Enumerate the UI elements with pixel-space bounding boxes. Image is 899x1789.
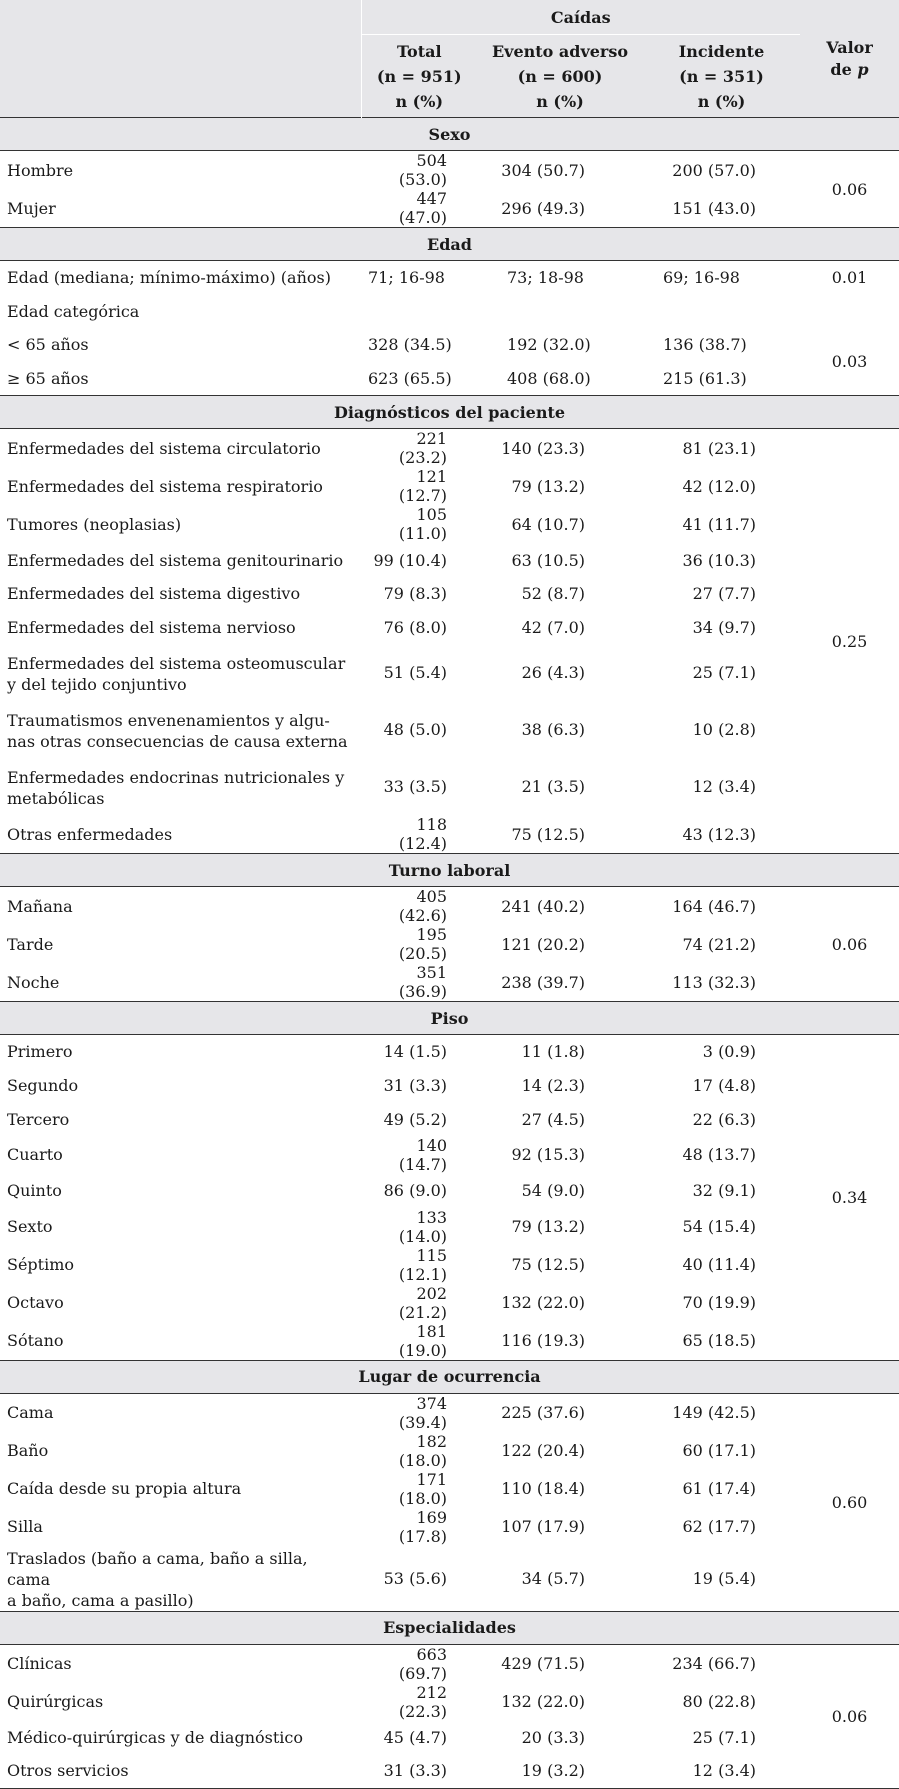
header-caidas: Caídas xyxy=(361,0,800,35)
header-blank xyxy=(0,0,361,35)
table-row: Octavo 202 (21.2) 132 (22.0) 70 (19.9) xyxy=(7,1283,756,1322)
table-row: Edad categórica xyxy=(7,301,140,321)
table-row: Médico-quirúrgicas y de diagnóstico 45 (4.7) 20 (3.3) 25 (7.1) xyxy=(7,1727,756,1747)
table-row: Enfermedades del sistema osteomuscular y del tejido conjuntivo 51 (5.4) 26 (4.3) 25 (7.1) xyxy=(7,653,756,694)
table-row: Cama 374 (39.4) 225 (37.6) 149 (42.5) 0.60 xyxy=(0,1393,899,1432)
table-row: Otras enfermedades 118 (12.4) 75 (12.5) 43 (12.3) xyxy=(7,815,756,854)
table-row: Séptimo 115 (12.1) 75 (12.5) 40 (11.4) xyxy=(7,1245,756,1284)
table-row: Enfermedades del sistema nervioso 76 (8.0) 42 (7.0) 34 (9.7) xyxy=(7,617,756,637)
table-row: Mañana 405 (42.6) 241 (40.2) 164 (46.7) 0.06 xyxy=(0,887,899,926)
table-row: Mujer 447 (47.0) 296 (49.3) 151 (43.0) xyxy=(7,189,756,227)
table-row: Tarde 195 (20.5) 121 (20.2) 74 (21.2) xyxy=(7,925,756,964)
header-row-group xyxy=(0,0,899,35)
table-row: Tumores (neoplasias) 105 (11.0) 64 (10.7) 41 (11.7) xyxy=(7,505,756,544)
table-row: Sexto 133 (14.0) 79 (13.2) 54 (15.4) xyxy=(7,1207,756,1246)
table-row: Enfermedades del sistema genitourinario 99 (10.4) 63 (10.5) 36 (10.3) xyxy=(7,550,756,570)
table-row: Sótano 181 (19.0) 116 (19.3) 65 (18.5) xyxy=(7,1321,756,1360)
section-lugar-ocurrencia: Lugar de ocurrencia xyxy=(0,1360,899,1393)
header-total: Total (n = 951) n (%) xyxy=(376,41,462,111)
p-value: 0.06 xyxy=(831,934,868,954)
table-row: Otros servicios 31 (3.3) 19 (3.2) 12 (3.4) xyxy=(0,1754,899,1788)
header-blank-2 xyxy=(0,35,361,118)
section-turno-laboral: Turno laboral xyxy=(0,854,899,887)
table-row: Enfermedades del sistema digestivo 79 (8.3) 52 (8.7) 27 (7.7) xyxy=(7,584,756,604)
table-row: < 65 años 328 (34.5) 192 (32.0) 136 (38.7) 0.03 xyxy=(0,328,899,362)
table-row: Baño 182 (18.0) 122 (20.4) 60 (17.1) xyxy=(7,1431,756,1470)
table-row: Silla 169 (17.8) 107 (17.9) 62 (17.7) xyxy=(7,1507,756,1546)
header-row-columns xyxy=(0,35,899,118)
p-value: 0.06 xyxy=(831,179,868,199)
table-row: Primero 14 (1.5) 11 (1.8) 3 (0.9) 0.34 xyxy=(0,1035,899,1069)
table-row: Clínicas 663 (69.7) 429 (71.5) 234 (66.7) 0.06 xyxy=(0,1644,899,1683)
p-value: 0.60 xyxy=(831,1492,868,1512)
section-piso: Piso xyxy=(0,1002,899,1035)
section-sexo: Sexo xyxy=(0,118,899,151)
header-evento-adverso: Evento adverso (n = 600) n (%) xyxy=(491,41,629,111)
table-row: Cuarto 140 (14.7) 92 (15.3) 48 (13.7) xyxy=(7,1135,756,1174)
section-diagnosticos: Diagnósticos del paciente xyxy=(0,396,899,429)
table-row: Caída desde su propia altura 171 (18.0) 110 (18.4) 61 (17.4) xyxy=(7,1469,756,1508)
table-row: Traslados (baño a cama, baño a silla, cama a baño, cama a pasillo) 53 (5.6) 34 (5.7) 19 (5.4) xyxy=(7,1548,756,1610)
table-row: Enfermedades endocrinas nutricionales y metabólicas 33 (3.5) 21 (3.5) 12 (3.4) xyxy=(7,767,756,808)
table-row: Hombre 504 (53.0) 304 (50.7) 200 (57.0) 0.06 xyxy=(0,151,899,190)
p-value: 0.03 xyxy=(831,352,868,372)
table-row: Traumatismos envenenamientos y algu- nas otras consecuencias de causa externa 48 (5.0) 38 (6.3) 10 (2.8) xyxy=(7,710,756,751)
table-row: Segundo 31 (3.3) 14 (2.3) 17 (4.8) xyxy=(7,1076,756,1096)
section-edad: Edad xyxy=(0,228,899,261)
p-value: 0.25 xyxy=(831,631,868,651)
table-row: ≥ 65 años 623 (65.5) 408 (68.0) 215 (61.3) xyxy=(7,369,747,389)
table-row: Tercero 49 (5.2) 27 (4.5) 22 (6.3) xyxy=(7,1109,756,1129)
p-value: 0.06 xyxy=(831,1706,868,1726)
table-row: Edad (mediana; mínimo-máximo) (años) 71; 16-98 73; 18-98 69; 16-98 0.01 xyxy=(0,261,899,295)
table-row: Quirúrgicas 212 (22.3) 132 (22.0) 80 (22.8) xyxy=(7,1682,756,1721)
header-incidente: Incidente (n = 351) n (%) xyxy=(678,41,765,111)
p-value: 0.01 xyxy=(831,268,868,288)
p-value: 0.34 xyxy=(831,1187,868,1207)
header-p-value: Valor de p xyxy=(826,37,873,79)
table-row: Quinto 86 (9.0) 54 (9.0) 32 (9.1) xyxy=(7,1181,756,1201)
table-row: Noche 351 (36.9) 238 (39.7) 113 (32.3) xyxy=(7,963,756,1002)
section-especialidades: Especialidades xyxy=(0,1611,899,1644)
table-row: Enfermedades del sistema respiratorio 121 (12.7) 79 (13.2) 42 (12.0) xyxy=(7,467,756,506)
table-row: Enfermedades del sistema circulatorio 221 (23.2) 140 (23.3) 81 (23.1) 0.25 xyxy=(0,429,899,468)
